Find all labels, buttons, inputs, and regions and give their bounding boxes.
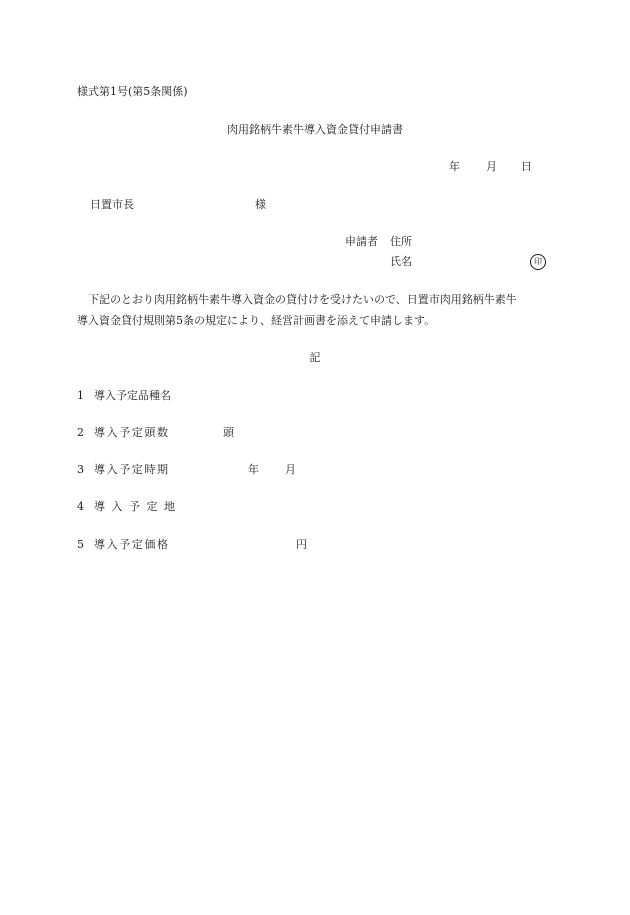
address-label: 住所 bbox=[390, 235, 412, 248]
item-1-number: 1 bbox=[77, 389, 84, 402]
item-4-label: 導入予定地 bbox=[94, 500, 182, 513]
item-3-unit-month: 月 bbox=[285, 463, 296, 476]
item-1-label: 導入予定品種名 bbox=[94, 389, 171, 402]
date-year-label: 年 bbox=[449, 160, 460, 173]
item-4-number: 4 bbox=[77, 500, 84, 513]
form-number: 様式第1号(第5条関係) bbox=[77, 85, 188, 98]
addressee-name: 日置市長 bbox=[90, 198, 134, 211]
date-month-label: 月 bbox=[486, 160, 497, 173]
item-2-number: 2 bbox=[77, 426, 84, 439]
document-title: 肉用銘柄牛素牛導入資金貸付申請書 bbox=[227, 123, 403, 136]
ki-heading: 記 bbox=[309, 351, 321, 364]
applicant-label: 申請者 bbox=[345, 235, 378, 248]
item-2-unit: 頭 bbox=[223, 426, 234, 439]
item-3-unit-year: 年 bbox=[248, 463, 259, 476]
date-day-label: 日 bbox=[521, 160, 532, 173]
seal-mark-icon: 印 bbox=[530, 254, 546, 270]
item-3-label: 導入予定時期 bbox=[94, 463, 170, 476]
item-3-number: 3 bbox=[77, 463, 84, 476]
body-text-line-2: 導入資金貸付規則第5条の規定により、経営計画書を添えて申請します。 bbox=[77, 314, 436, 327]
item-5-label: 導入予定価格 bbox=[94, 538, 170, 551]
name-label: 氏名 bbox=[390, 255, 412, 268]
addressee-honorific: 様 bbox=[255, 198, 266, 211]
body-text-line-1: 下記のとおり肉用銘柄牛素牛導入資金の貸付けを受けたいので、日置市肉用銘柄牛素牛 bbox=[88, 293, 517, 306]
item-5-number: 5 bbox=[77, 538, 84, 551]
item-5-unit: 円 bbox=[296, 538, 307, 551]
item-2-label: 導入予定頭数 bbox=[94, 426, 170, 439]
